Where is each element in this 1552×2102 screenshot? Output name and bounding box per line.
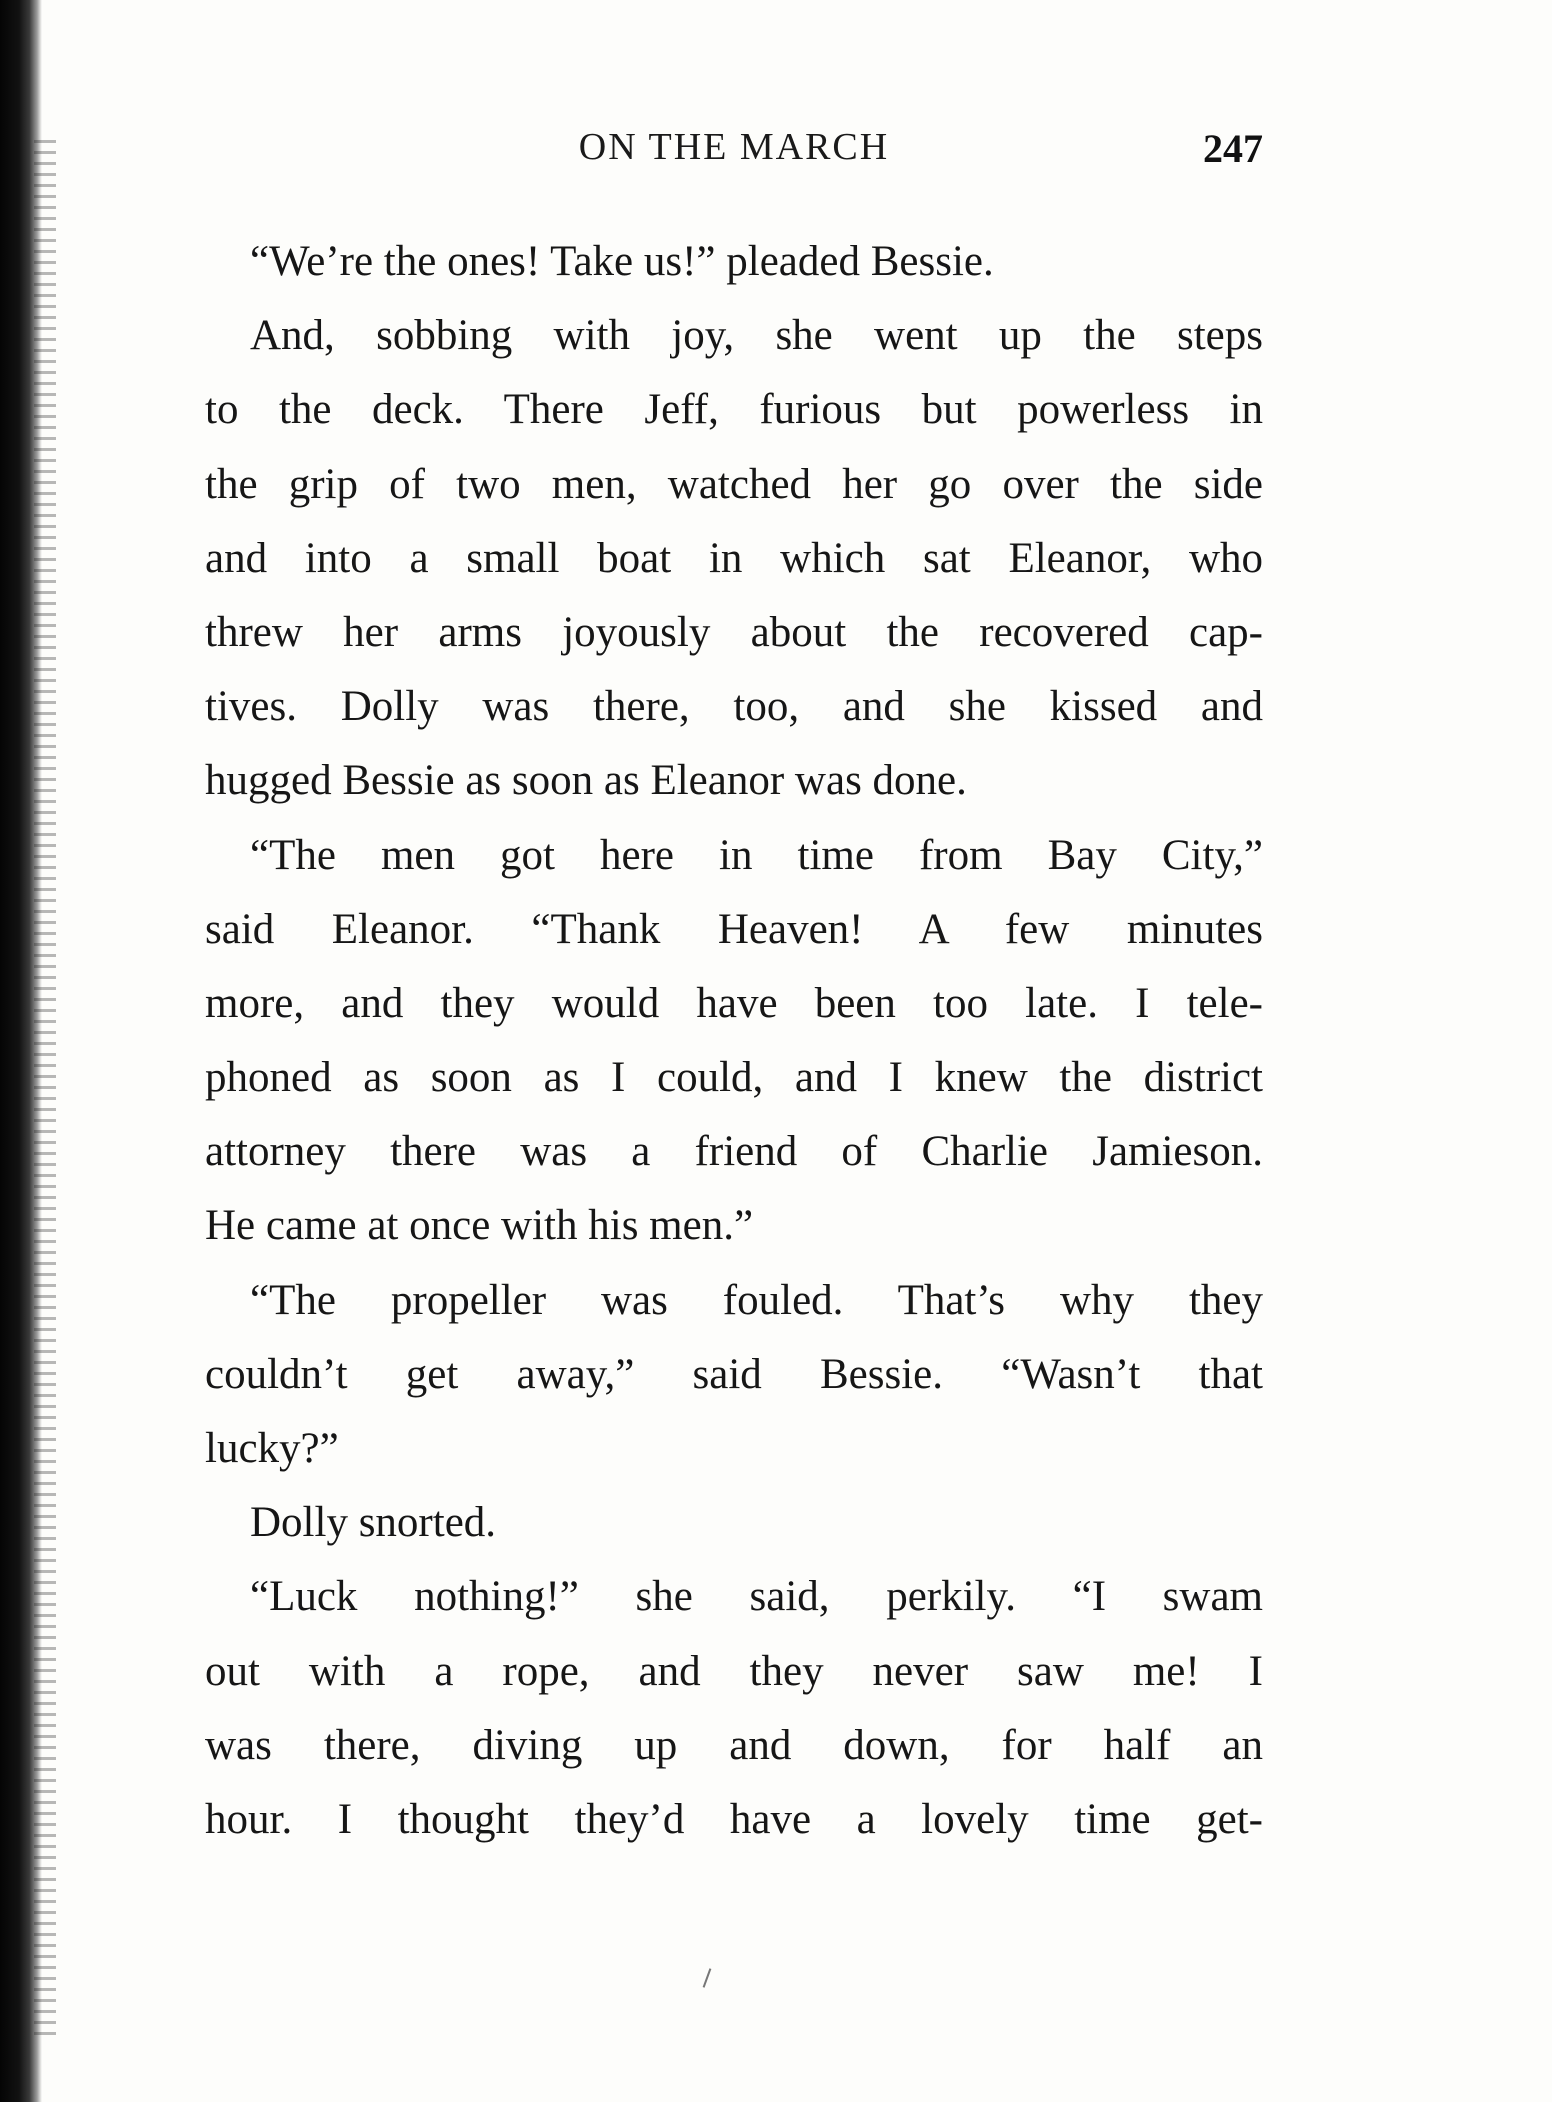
text-line: out with a rope, and they never saw me! I	[205, 1647, 1263, 1695]
text-line: hour. I thought they’d have a lovely time get-	[205, 1795, 1263, 1843]
text-line: couldn’t get away,” said Bessie. “Wasn’t that	[205, 1350, 1263, 1398]
text-line: lucky?”	[205, 1425, 339, 1472]
text-line: hugged Bessie as soon as Eleanor was done.	[205, 757, 967, 805]
page-number: 247	[1203, 126, 1263, 171]
stray-ink-mark	[703, 1968, 712, 1987]
text-line: to the deck. There Jeff, furious but powerless in	[205, 386, 1263, 434]
running-title: ON THE MARCH	[578, 126, 890, 168]
text-line: “The men got here in time from Bay City,”	[250, 831, 1263, 879]
text-line: attorney there was a friend of Charlie Jamieson.	[205, 1128, 1263, 1176]
text-line: “Luck nothing!” she said, perkily. “I swam	[250, 1573, 1263, 1621]
binding-texture	[34, 140, 56, 2040]
body-text	[205, 225, 1263, 1857]
text-line: said Eleanor. “Thank Heaven! A few minutes	[205, 905, 1263, 953]
text-line: tives. Dolly was there, too, and she kissed and	[205, 683, 1263, 731]
text-line: He came at once with his men.”	[205, 1202, 754, 1250]
text-line: more, and they would have been too late. I tele-	[205, 979, 1263, 1027]
text-line: “The propeller was fouled. That’s why they	[250, 1276, 1263, 1324]
text-line: And, sobbing with joy, she went up the steps	[250, 312, 1263, 360]
text-line: threw her arms joyously about the recovered cap-	[205, 608, 1263, 656]
text-line: “We’re the ones! Take us!” pleaded Bessie.	[250, 238, 994, 285]
text-line: and into a small boat in which sat Eleanor, who	[205, 534, 1263, 582]
text-line: the grip of two men, watched her go over the side	[205, 460, 1263, 508]
text-line: phoned as soon as I could, and I knew the district	[205, 1054, 1263, 1102]
running-head	[205, 125, 1263, 181]
text-line: Dolly snorted.	[250, 1499, 497, 1547]
text-line: was there, diving up and down, for half an	[205, 1721, 1263, 1769]
